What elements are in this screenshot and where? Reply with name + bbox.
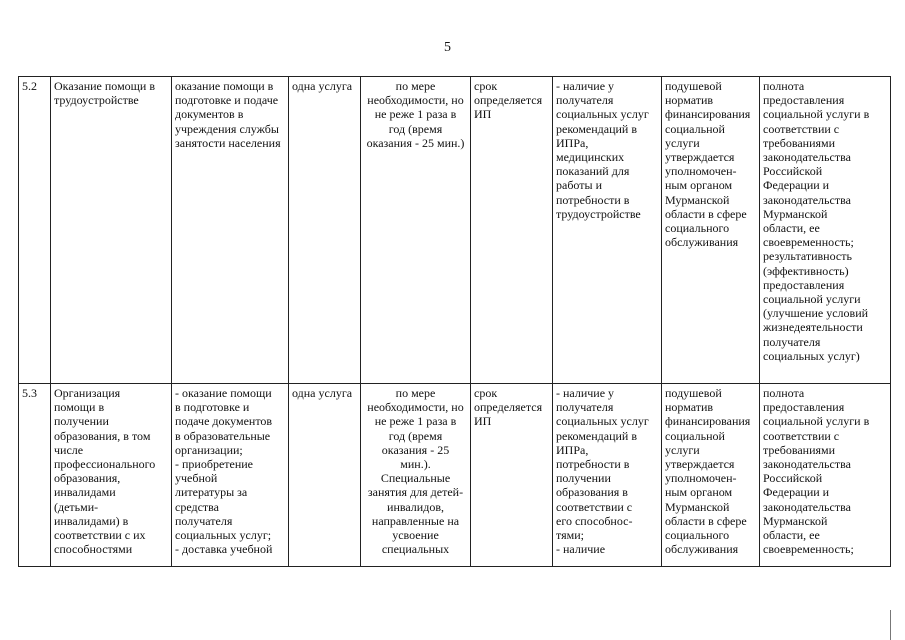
service-content: оказание помощи в подготовке и подаче документов в учреждения службы занятости населения: [172, 77, 289, 384]
service-content: - оказание помощи в подготовке и подаче документов в образовательные организации; - приобретение учебной литературы за средства получателя социальных услуг; - доставка учебной: [172, 384, 289, 567]
service-norm: подушевой норматив финансирования социальной услуги утверждается уполномочен- ным органом Мурманской области в сфере социального обслуживания: [662, 384, 760, 567]
services-table: [18, 76, 891, 567]
service-conditions: - наличие у получателя социальных услуг рекомендаций в ИПРа, потребности в получении образования в соответствии с его способнос- тями; - наличие: [553, 384, 662, 567]
service-volume: одна услуга: [289, 77, 361, 384]
row-number: 5.2: [19, 77, 51, 384]
service-name: Организация помощи в получении образования, в том числе профессионального образования, инвалидами (детьми- инвалидами) в соответствии с их способностями: [51, 384, 172, 567]
service-quality: полнота предоставления социальной услуги в соответствии с требованиями законодательства Российской Федерации и законодательства Мурманской области, ее своевременность; результативность (эффективность) предоставления социальной услуги (улучшение условий жизнедеятельности получателя социальных услуг): [760, 77, 891, 384]
service-quality: полнота предоставления социальной услуги в соответствии с требованиями законодательства Российской Федерации и законодательства Мурманской области, ее своевременность;: [760, 384, 891, 567]
table-row: [19, 77, 891, 384]
service-term: срок определяется ИП: [471, 77, 553, 384]
page-number: 5: [444, 40, 451, 55]
service-norm: подушевой норматив финансирования социальной услуги утверждается уполномочен- ным органом Мурманской области в сфере социального обслуживания: [662, 77, 760, 384]
service-volume: одна услуга: [289, 384, 361, 567]
service-term: срок определяется ИП: [471, 384, 553, 567]
service-name: Оказание помощи в трудоустройстве: [51, 77, 172, 384]
service-conditions: - наличие у получателя социальных услуг рекомендаций в ИПРа, медицинских показаний для работы и потребности в трудоустройстве: [553, 77, 662, 384]
scan-edge-line: [890, 610, 891, 640]
service-frequency: по мере необходимости, но не реже 1 раза в год (время оказания - 25 мин.): [361, 77, 471, 384]
table-row: [19, 384, 891, 567]
row-number: 5.3: [19, 384, 51, 567]
service-frequency: по мере необходимости, но не реже 1 раза в год (время оказания - 25 мин.). Специальные занятия для детей- инвалидов, направленные на усвоение специальных: [361, 384, 471, 567]
